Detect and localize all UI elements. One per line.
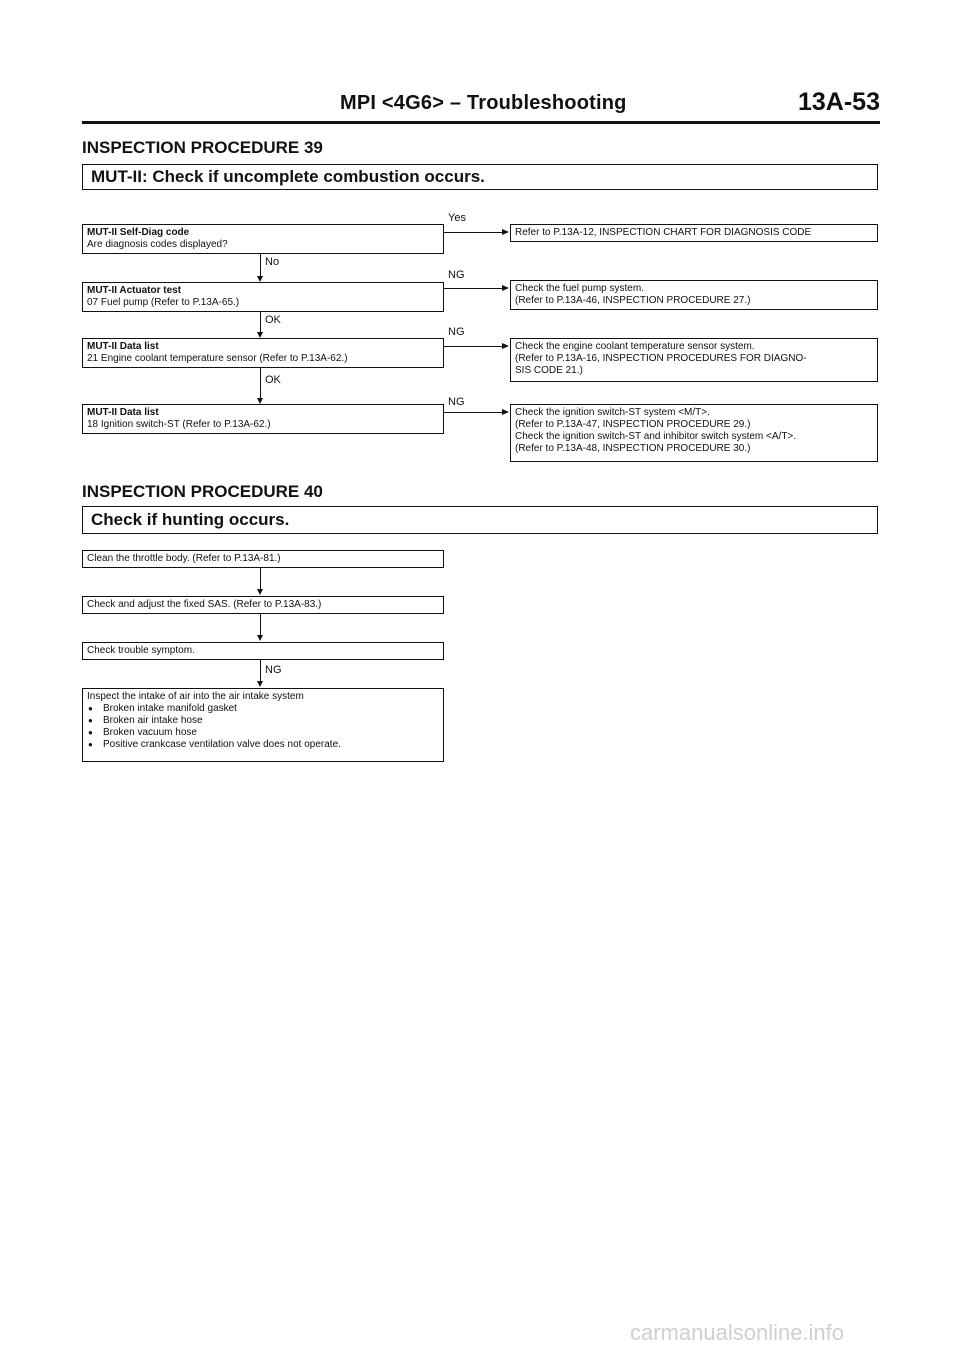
arrow-right-icon	[502, 343, 509, 349]
inspect-title: Inspect the intake of air into the air intake system	[87, 691, 304, 702]
result-fuel-pump: Check the fuel pump system. (Refer to P.13A-46, INSPECTION PROCEDURE 27.)	[510, 280, 878, 310]
step-data-list-21	[82, 338, 444, 368]
flow-label-no: No	[265, 256, 280, 268]
connector-line	[260, 568, 261, 589]
step-title: MUT-II Data list	[87, 407, 159, 418]
step-self-diag	[82, 224, 444, 254]
watermark: carmanualsonline.info	[630, 1320, 845, 1345]
branch-line	[444, 346, 504, 347]
branch-label-ng: NG	[448, 326, 465, 338]
branch-line	[444, 412, 504, 413]
page-number: 13A-53	[798, 88, 880, 116]
step-adjust-sas: Check and adjust the fixed SAS. (Refer to P.13A-83.)	[82, 596, 444, 614]
connector-line	[260, 312, 261, 332]
branch-line	[444, 232, 504, 233]
branch-label-ng: NG	[448, 396, 465, 408]
procedure-39-banner: MUT-II: Check if uncomplete combustion occurs.	[82, 164, 878, 190]
list-item: ● Broken air intake hose	[87, 715, 439, 727]
step-title: MUT-II Data list	[87, 341, 159, 352]
step-title: MUT-II Actuator test	[87, 285, 182, 296]
step-inspect-intake	[82, 688, 444, 762]
result-ignition-switch: Check the ignition switch-ST system <M/T>. (Refer to P.13A-47, INSPECTION PROCEDURE 29.) Check the ignition switch-ST and inhibitor switch system <A/T>. (Refer to P.13A-48, INSPECTION PROCEDURE 30.)	[510, 404, 878, 462]
result-diagnosis-code: Refer to P.13A-12, INSPECTION CHART FOR DIAGNOSIS CODE	[510, 224, 878, 242]
arrow-down-icon	[257, 589, 263, 595]
arrow-right-icon	[502, 285, 509, 291]
arrow-down-icon	[257, 681, 263, 687]
flow-label-ok: OK	[265, 374, 281, 386]
arrow-down-icon	[257, 398, 263, 404]
branch-line	[444, 288, 504, 289]
connector-line	[260, 614, 261, 635]
step-actuator-test	[82, 282, 444, 312]
inspect-list	[87, 703, 439, 751]
procedure-40-heading: INSPECTION PROCEDURE 40	[82, 482, 323, 501]
list-item: ● Broken vacuum hose	[87, 727, 439, 739]
arrow-down-icon	[257, 635, 263, 641]
step-check-symptom: Check trouble symptom.	[82, 642, 444, 660]
step-text: 18 Ignition switch-ST (Refer to P.13A-62.)	[87, 419, 271, 430]
flow-label-ng: NG	[265, 664, 282, 676]
branch-label-yes: Yes	[448, 212, 466, 224]
result-coolant-sensor: Check the engine coolant temperature sensor system. (Refer to P.13A-16, INSPECTION PROCEDURES FOR DIAGNO- SIS CODE 21.)	[510, 338, 878, 382]
arrow-right-icon	[502, 409, 509, 415]
procedure-40-banner: Check if hunting occurs.	[82, 506, 878, 534]
flow-label-ok: OK	[265, 314, 281, 326]
connector-line	[260, 660, 261, 681]
arrow-down-icon	[257, 332, 263, 338]
arrow-down-icon	[257, 276, 263, 282]
step-text: 21 Engine coolant temperature sensor (Refer to P.13A-62.)	[87, 353, 348, 364]
branch-label-ng: NG	[448, 269, 465, 281]
header-rule	[82, 121, 880, 124]
connector-line	[260, 368, 261, 398]
page-title: MPI <4G6> – Troubleshooting	[340, 92, 627, 114]
list-item: ● Positive crankcase ventilation valve does not operate.	[87, 739, 439, 751]
step-data-list-18	[82, 404, 444, 434]
step-title: MUT-II Self-Diag code	[87, 227, 190, 238]
procedure-39-heading: INSPECTION PROCEDURE 39	[82, 138, 323, 157]
step-text: Are diagnosis codes displayed?	[87, 239, 228, 250]
list-item: ● Broken intake manifold gasket	[87, 703, 439, 715]
connector-line	[260, 254, 261, 276]
step-text: 07 Fuel pump (Refer to P.13A-65.)	[87, 297, 240, 308]
step-clean-throttle: Clean the throttle body. (Refer to P.13A-81.)	[82, 550, 444, 568]
arrow-right-icon	[502, 229, 509, 235]
